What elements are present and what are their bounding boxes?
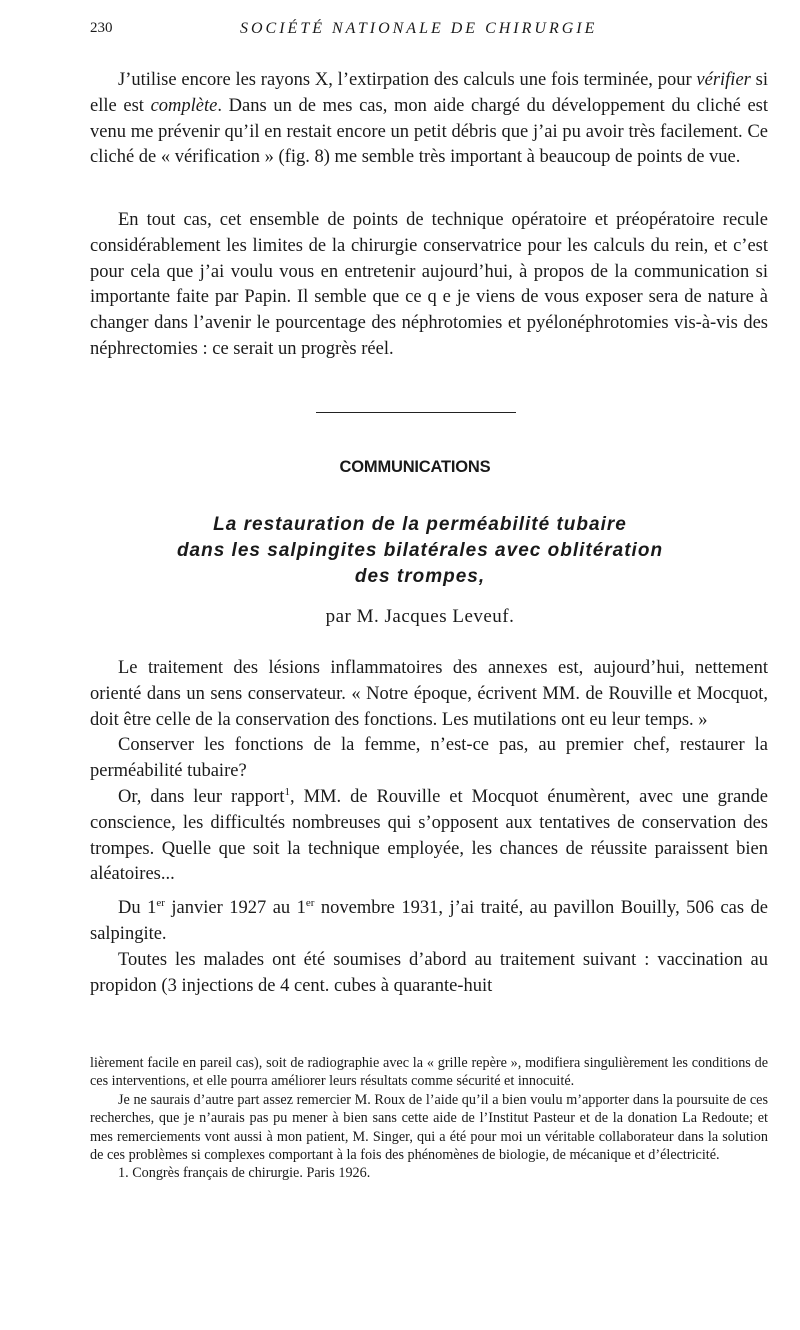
page-number: 230 [90,20,113,36]
title-line-3: des trompes, [354,566,486,587]
paragraph-2 [90,208,768,363]
title-line-1: La restauration de la perméabilité tubaire [213,514,627,535]
paragraph-5-part-b: , MM. de Rouville et Mocquot énumèrent, avec une grande conscience, les difficultés nombreuses qui s’opposent aux tentatives de conservation des trompes. Quelle que soit la technique employée, les chances de réussite paraissent bien aléatoires... [90,786,769,885]
paragraph-1-text [90,68,768,171]
article-body [90,656,768,999]
paragraph-7: Toutes les malades ont été soumises d’abord au traitement suivant : vaccination au propidon (3 injections de 4 cent. cubes à quarante-huit [90,949,768,996]
author-byline: par M. Jacques Leveuf. [325,606,515,627]
footnotes [90,1054,768,1183]
paragraph-1-part-a: J’utilise encore les rayons X, l’extirpation des calculs une fois terminée, pour [118,70,697,90]
ordinal-suffix-2: er [305,897,315,910]
footnote-continuation: lièrement facile en pareil cas), soit de radiographie avec la « grille repère », modifiera singulièrement les conditions de ces interventions, et elle pourra améliorer leurs résultats comme sécurité et innocuité. [90,1055,768,1090]
paragraph-6-part-b: janvier 1927 au 1 [164,898,306,919]
paragraph-6-part-a: Du 1 [118,898,157,919]
running-head-title: SOCIÉTÉ NATIONALE DE CHIRURGIE [240,20,598,37]
footnote-1: 1. Congrès français de chirurgie. Paris 1926. [118,1165,371,1182]
section-heading: COMMUNICATIONS [339,458,491,476]
emphasis-complete: complète [150,95,218,116]
emphasis-verifier: vérifier [696,70,751,90]
paragraph-5 [90,785,768,888]
article-title [0,512,800,590]
paragraph-6 [90,896,768,948]
paragraph-2-text: En tout cas, cet ensemble de points de technique opératoire et préopératoire recule considérablement les limites de la chirurgie conservatrice pour les calculs du rein, et c’est pour cela que j’ai voulu vous en entretenir aujourd’hui, à propos de la communication si importante faite par Papin. Il semble que ce q e je viens de vous exposer sera de nature à changer dans l’avenir le pourcentage des néphrotomies et pyélonéphrotomies vis-à-vis des néphrectomies : ce serait un progrès réel. [90,210,768,359]
title-line-2: dans les salpingites bilatérales avec oblitération [176,540,664,561]
footnote-acknowledgement: Je ne saurais d’autre part assez remercier M. Roux de l’aide qu’il a bien voulu m’apporter dans la poursuite de ces recherches, que je n’aurais pas pu mener à bien sans cette aide de l’Institut Pasteur et de la donation La Redoute; et mes remerciements vont aussi à mon patient, M. Singer, qui a été pour moi un véritable collaborateur dans la solution de ces problèmes si complexes comportant à la fois des phénomènes de biologie, de mécanique et d’électricité. [90,1091,768,1164]
paragraph-3: Le traitement des lésions inflammatoires des annexes est, aujourd’hui, nettement orienté dans un sens conservateur. « Notre époque, écrivent MM. de Rouville et Mocquot, doit être celle de la conservation des fonctions. Les mutilations ont eu leur temps. » [90,658,768,730]
paragraph-1 [90,68,768,171]
paragraph-5-part-a: Or, dans leur rapport [118,786,285,807]
ordinal-suffix-1: er [156,897,165,910]
paragraph-6-part-c: novembre 1931, j’ai traité, au pavillon Bouilly, 506 cas de salpingite. [90,898,768,944]
paragraph-1-part-b: si elle est [90,70,768,116]
footnote-marker: 1 [284,785,290,798]
section-divider [316,412,516,413]
paragraph-4: Conserver les fonctions de la femme, n’est-ce pas, au premier chef, restaurer la perméabilité tubaire? [90,735,768,782]
running-header [90,20,760,48]
paragraph-1-part-c: . Dans un de mes cas, mon aide chargé du développement du cliché est venu me prévenir qu’il en restait encore un petit débris que j’ai pu avoir très facilement. Ce cliché de « vérification » (fig. 8) me semble très important à beaucoup de points de vue. [90,95,768,168]
